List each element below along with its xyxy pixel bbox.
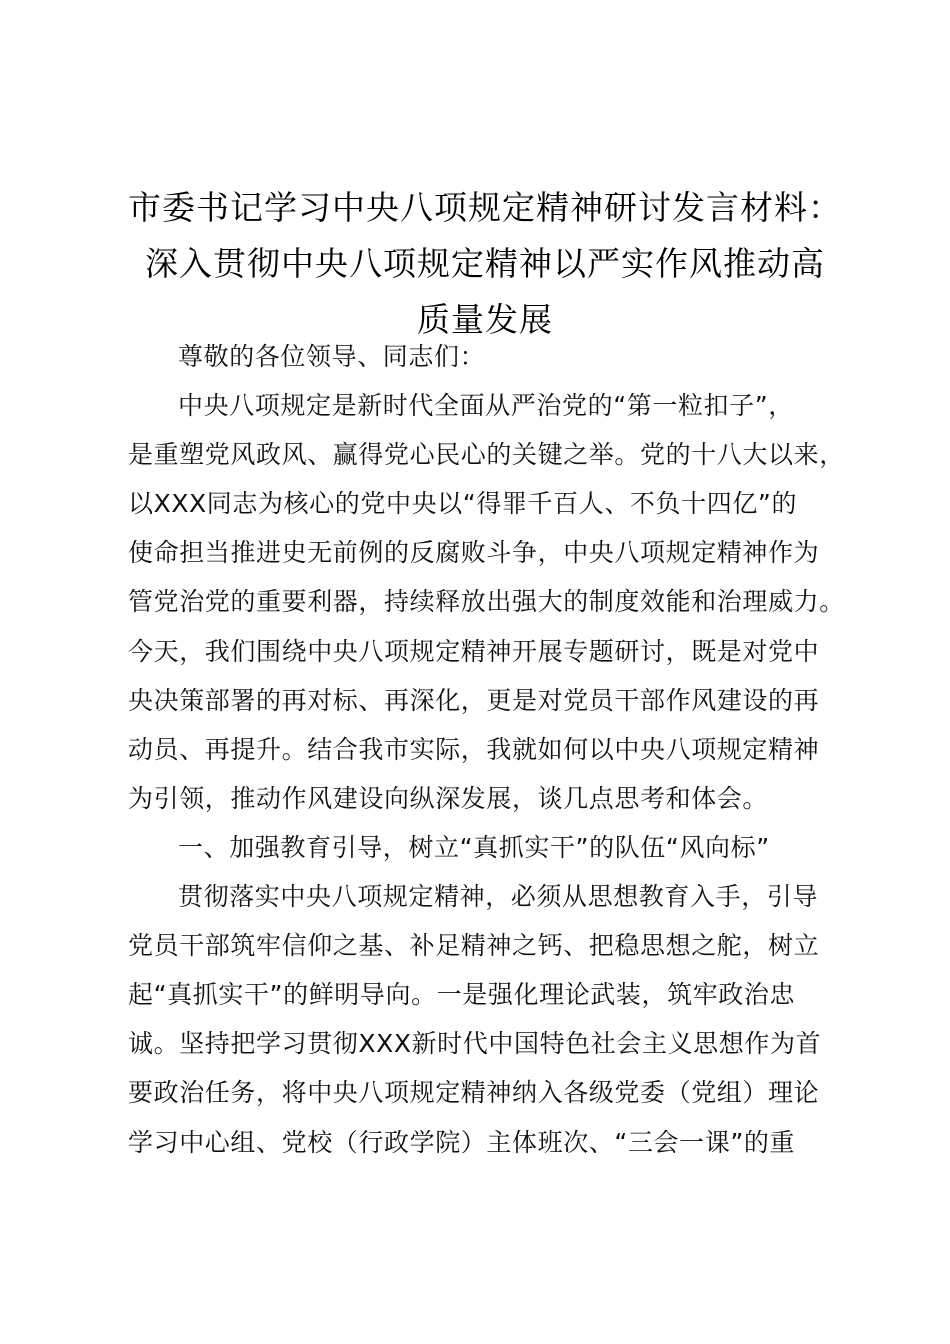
title-line: 质量发展 — [417, 300, 553, 339]
title-line: 深入贯彻中央八项规定精神以严实作风推动高 — [145, 244, 825, 283]
paragraph-line: 学习中心组、党校（行政学院）主体班次、“三会一课”的重 — [128, 1127, 796, 1157]
paragraph-line: 央决策部署的再对标、再深化，更是对党员干部作风建设的再 — [128, 685, 820, 715]
section-heading: 一、加强教育引导，树立“真抓实干”的队伍“风向标” — [178, 832, 770, 862]
paragraph-line: 诚。坚持把学习贯彻XXX新时代中国特色社会主义思想作为首 — [128, 1029, 822, 1059]
paragraph-line: 动员、再提升。结合我市实际，我就如何以中央八项规定精神 — [128, 734, 820, 764]
paragraph-line: 以XXX同志为核心的党中央以“得罪千百人、不负十四亿”的 — [128, 489, 798, 519]
title-line: 市委书记学习中央八项规定精神研讨发言材料： — [128, 188, 842, 227]
paragraph-line: 使命担当推进史无前例的反腐败斗争，中央八项规定精神作为 — [128, 538, 820, 568]
document-body — [128, 332, 845, 1167]
salutation: 尊敬的各位领导、同志们： — [178, 342, 486, 371]
paragraph-line: 为引领，推动作风建设向纵深发展，谈几点思考和体会。 — [128, 783, 769, 813]
paragraph-line: 中央八项规定是新时代全面从严治党的“第一粒扣子”， — [178, 391, 794, 421]
paragraph-line: 管党治党的重要利器，持续释放出强大的制度效能和治理威力。 — [128, 587, 845, 617]
paragraph-line: 贯彻落实中央八项规定精神，必须从思想教育入手，引导 — [178, 882, 819, 912]
paragraph-line: 起“真抓实干”的鲜明导向。一是强化理论武装，筑牢政治忠 — [128, 980, 796, 1010]
document-title — [120, 180, 850, 348]
paragraph-line: 党员干部筑牢信仰之基、补足精神之钙、把稳思想之舵，树立 — [128, 931, 820, 961]
paragraph-line: 是重塑党风政风、赢得党心民心的关键之举。党的十八大以来， — [128, 440, 845, 470]
paragraph-line: 要政治任务，将中央八项规定精神纳入各级党委（党组）理论 — [128, 1078, 820, 1108]
paragraph-line: 今天，我们围绕中央八项规定精神开展专题研讨，既是对党中 — [128, 636, 820, 666]
